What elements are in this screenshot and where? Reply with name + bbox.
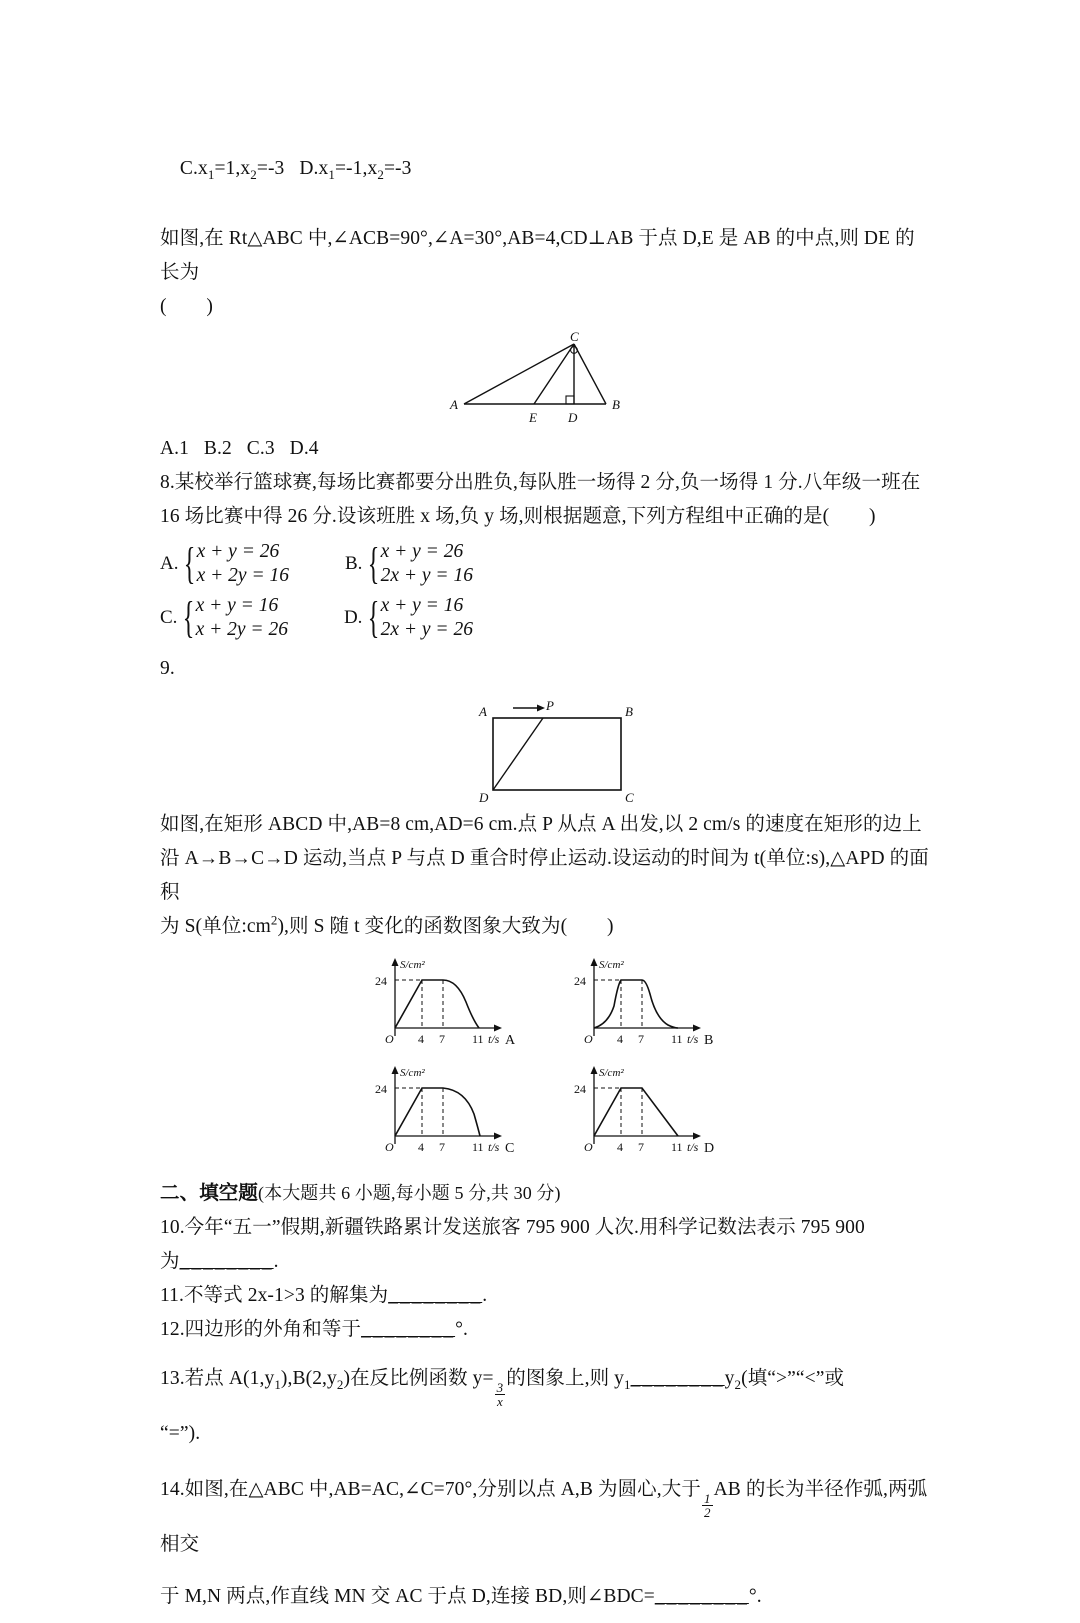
q7-text-line2: ( ) — [160, 296, 213, 317]
q8-option-c-eq1: x + y = 16 — [195, 595, 279, 616]
q13-sub-1: 1 — [274, 1376, 281, 1392]
q11-text: 11.不等式 2x-1>3 的解集为________. — [160, 1285, 488, 1306]
brace-icon: { — [183, 593, 195, 642]
q8-options-row2 — [160, 594, 932, 642]
q8-option-b-eq1: x + y = 26 — [380, 541, 464, 562]
q6-d-sub2: 2 — [377, 166, 384, 182]
q9-text-line1: 如图,在矩形 ABCD 中,AB=8 cm,AD=6 cm.点 P 从点 A 出发,以 2 cm/s 的速度在矩形的边上 — [160, 814, 922, 835]
q8-option-a-eq2: x + 2y = 16 — [196, 565, 289, 586]
q8-option-d-eq1: x + y = 16 — [380, 595, 464, 616]
q9-graph-row-1 — [160, 954, 932, 1046]
q7-choices: A.1 B.2 C.3 D.4 — [160, 438, 319, 459]
svg-text:C: C — [505, 1141, 515, 1154]
svg-text:E: E — [529, 410, 537, 425]
q9-graph-options — [160, 954, 932, 1154]
fraction-three-over-x — [495, 1381, 506, 1408]
brace-icon: { — [368, 539, 380, 588]
svg-text:4: 4 — [617, 1032, 623, 1046]
q13-sub-3: 1 — [624, 1376, 631, 1392]
q9-graph-option-d[interactable] — [568, 1062, 723, 1154]
fraction-numerator: 3 — [496, 1380, 504, 1396]
q9-graph-row-2 — [160, 1062, 932, 1154]
q8-options-row1 — [160, 540, 932, 588]
q9-graph-option-a[interactable] — [369, 954, 524, 1046]
q13-answer-blank[interactable]: ________ — [630, 1368, 725, 1389]
q9-figure-rectangle — [160, 690, 932, 808]
svg-text:A: A — [450, 397, 458, 412]
q14-text-line2: 于 M,N 两点,作直线 MN 交 AC 于点 D,连接 BD,则∠BDC=________°. — [160, 1586, 762, 1608]
fraction-denominator: 2 — [703, 1505, 711, 1521]
svg-text:B: B — [704, 1033, 714, 1046]
q6-option-d: $D.x_1=-1,x_2=-3$ — [299, 158, 412, 182]
q8-option-b-letter: B. — [345, 553, 363, 574]
section-2-subtitle: (本大题共 6 小题,每小题 5 分,共 30 分) — [258, 1183, 561, 1203]
q8-option-c-letter: C. — [160, 607, 178, 628]
q13-sub-2: 2 — [336, 1376, 344, 1392]
fraction-denominator: x — [496, 1394, 503, 1410]
svg-text:D: D — [568, 410, 578, 425]
svg-text:O: O — [385, 1140, 394, 1154]
q9-graph-option-b[interactable] — [568, 954, 723, 1046]
svg-text:O: O — [385, 1032, 394, 1046]
q8-option-b[interactable] — [345, 540, 473, 588]
svg-text:O: O — [584, 1140, 593, 1154]
q8-option-c-eq2: x + 2y = 26 — [195, 619, 288, 640]
svg-text:O: O — [584, 1032, 593, 1046]
section-2-title: 二、填空题 — [160, 1183, 259, 1204]
svg-text:4: 4 — [418, 1032, 424, 1046]
brace-icon: { — [184, 539, 196, 588]
q9-text-line3: 为 S(单位$:cm^2$),则 S 随 t 变化的函数图象大致为( ) — [160, 912, 614, 937]
svg-text:D: D — [704, 1141, 715, 1154]
svg-text:4: 4 — [418, 1140, 424, 1154]
svg-text:t/s: t/s — [687, 1032, 699, 1046]
svg-text:t/s: t/s — [687, 1140, 699, 1154]
q9-text-line2: 沿 A→B→C→D 运动,当点 P 与点 D 重合时停止运动.设运动的时间为 t(单位:s),△APD 的面积 — [160, 848, 929, 903]
svg-text:t/s: t/s — [488, 1140, 500, 1154]
svg-text:4: 4 — [617, 1140, 623, 1154]
q8-text-line1: 8.某校举行篮球赛,每场比赛都要分出胜负,每队胜一场得 2 分,负一场得 1 分.八年级一班在 — [160, 472, 921, 493]
svg-text:7: 7 — [638, 1032, 644, 1046]
q6-c-sub1: 1 — [207, 166, 215, 182]
svg-text:7: 7 — [638, 1140, 644, 1154]
svg-text:D: D — [479, 790, 489, 805]
svg-text:24: 24 — [375, 974, 387, 988]
svg-text:24: 24 — [574, 974, 586, 988]
svg-text:P: P — [546, 698, 554, 713]
q8-text-line2: 16 场比赛中得 26 分.设该班胜 x 场,负 y 场,则根据题意,下列方程组中正确的是( ) — [160, 506, 876, 527]
q12-answer-blank[interactable]: ________ — [361, 1319, 456, 1340]
q11-answer-blank[interactable]: ________ — [388, 1285, 483, 1306]
q14-answer-blank[interactable]: ________ — [654, 1586, 749, 1608]
q8-option-b-eq2: 2x + y = 16 — [380, 565, 473, 586]
q12-text: 12.四边形的外角和等于________°. — [160, 1319, 468, 1340]
page-content — [160, 118, 932, 1623]
svg-text:24: 24 — [574, 1082, 586, 1096]
q10-text-line1: 10.今年“五一”假期,新疆铁路累计发送旅客 795 900 人次.用科学记数法表示 795 900 — [160, 1217, 865, 1238]
section-2-heading — [160, 1176, 932, 1211]
q8-option-a-letter: A. — [160, 553, 179, 574]
svg-text:S/cm²: S/cm² — [400, 959, 425, 971]
svg-text:t/s: t/s — [488, 1032, 500, 1046]
q8-option-d-eq2: 2x + y = 26 — [380, 619, 473, 640]
q7-figure-triangle — [160, 330, 932, 430]
q6-c-sub2: 2 — [250, 166, 257, 182]
q13-text-line1: 13.若点 $A(1,y_1),B(2,y_2)$在反比例函数 y= $\frac{3}{x}$ 的图象上,则 $y_1\_\_\_\_\_\_\_\_y_2$(填“>”“<”或 — [160, 1368, 845, 1410]
svg-text:S/cm²: S/cm² — [599, 1067, 624, 1079]
svg-text:C: C — [625, 790, 634, 805]
q8-option-c[interactable] — [160, 594, 288, 642]
svg-text:S/cm²: S/cm² — [400, 1067, 425, 1079]
svg-text:B: B — [625, 704, 633, 719]
svg-text:11: 11 — [671, 1140, 683, 1154]
q8-option-d-letter: D. — [343, 607, 363, 628]
svg-text:11: 11 — [472, 1032, 484, 1046]
q6-d-sub1: 1 — [328, 166, 335, 182]
q8-option-a[interactable] — [160, 540, 289, 588]
svg-text:A: A — [479, 704, 487, 719]
q9-graph-option-c[interactable] — [369, 1062, 524, 1154]
q10-answer-blank[interactable]: ________ — [179, 1251, 274, 1272]
svg-text:11: 11 — [671, 1032, 683, 1046]
q9-number: 9. — [160, 658, 175, 679]
svg-text:B: B — [612, 397, 620, 412]
q8-option-d[interactable] — [344, 594, 473, 642]
fraction-numerator: 1 — [703, 1491, 711, 1507]
q9-cm-superscript: 2 — [270, 912, 278, 928]
q8-option-a-eq1: x + y = 26 — [196, 541, 280, 562]
svg-text:7: 7 — [439, 1032, 445, 1046]
q7-text-line1: 如图,在 Rt△ABC 中,∠ACB=90°,∠A=30°,AB=4,CD⊥AB 于点 D,E 是 AB 的中点,则 DE 的长为 — [160, 228, 915, 283]
q6-option-c: $C.x_1=1,x_2=-3$ — [179, 158, 285, 182]
brace-icon: { — [368, 593, 380, 642]
svg-text:A: A — [505, 1033, 516, 1046]
q6-options-tail — [160, 118, 932, 220]
svg-text:24: 24 — [375, 1082, 387, 1096]
svg-text:7: 7 — [439, 1140, 445, 1154]
q13-text-line2: “=”). — [160, 1423, 201, 1445]
q10-text-line2: 为________. — [160, 1251, 279, 1272]
q14-text-line1: 14.如图,在△ABC 中,AB=AC,∠C=70°,分别以点 A,B 为圆心,大于 $\frac{1}{2}$ AB 的长为半径作弧,两弧相交 — [160, 1479, 928, 1556]
svg-text:S/cm²: S/cm² — [599, 959, 624, 971]
svg-text:11: 11 — [472, 1140, 484, 1154]
q13-sub-4: 2 — [734, 1376, 742, 1392]
svg-text:C: C — [570, 330, 579, 344]
fraction-one-half — [702, 1492, 713, 1519]
